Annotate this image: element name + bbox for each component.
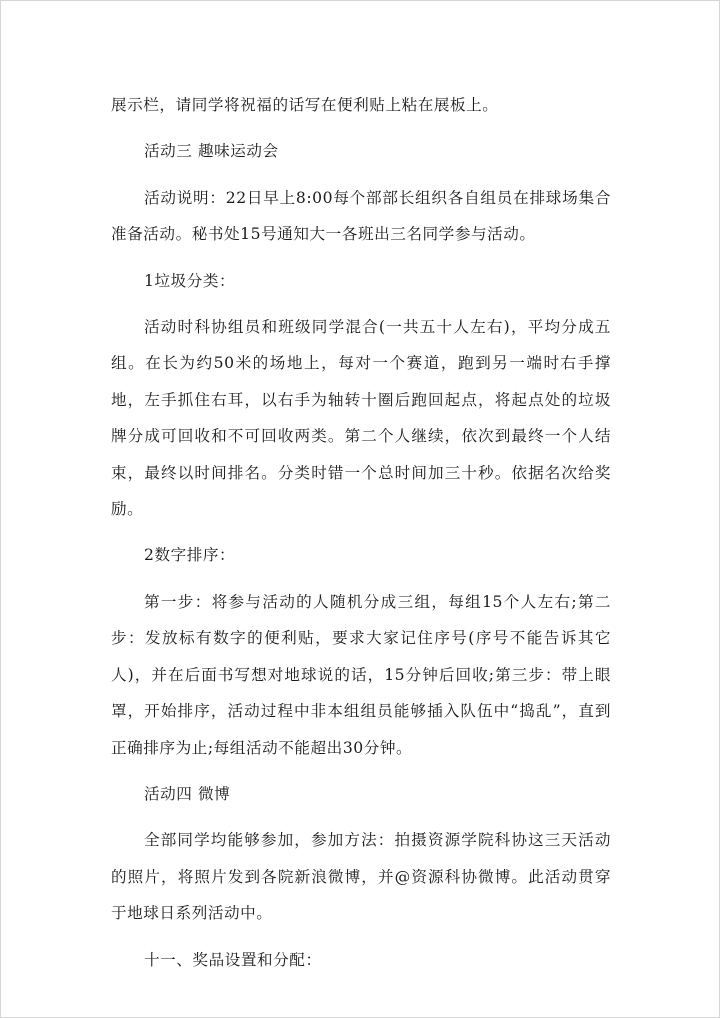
heading-activity-three: 活动三 趣味运动会: [144, 142, 279, 161]
paragraph-number-sorting: 第一步：将参与活动的人随机分成三组，每组15个人左右;第二步：发放标有数字的便利贴，要求大家记住序号(序号不能告诉其它人)，并在后面书写想对地球说的话，15分钟后回收;第三步：带上眼罩，开始排序，活动过程中非本组组员能够插入队伍中“捣乱”，直到正确排序为止;每组活动不能超出30分钟。: [111, 592, 611, 757]
paragraph-weibo: 全部同学均能够参加，参加方法：拍摄资源学院科协这三天活动的照片，将照片发到各院新浪微博，并@资源科协微博。此活动贯穿于地球日系列活动中。: [111, 831, 611, 923]
subheading-number-sorting: 2数字排序：: [144, 546, 236, 565]
document-body: [111, 87, 611, 978]
paragraph-garbage-sorting: 活动时科协组员和班级同学混合(一共五十人左右)，平均分成五组。在长为约50米的场地上，每对一个赛道，跑到另一端时右手撑地，左手抓住右耳，以右手为轴转十圈后跑回起点，将起点处的垃圾牌分成可回收和不可回收两类。第二个人继续，依次到最终一个人结束，最终以时间排名。分类时错一个总时间加三十秒。依据名次给奖励。: [111, 318, 611, 519]
heading-activity-four: 活动四 微博: [144, 784, 231, 803]
paragraph-continuation: 展示栏，请同学将祝福的话写在便利贴上粘在展板上。: [111, 96, 499, 114]
paragraph-activity-three-description: 活动说明：22日早上8:00每个部部长组织各自组员在排球场集合准备活动。秘书处15号通知大一各班出三名同学参与活动。: [111, 188, 611, 244]
subheading-garbage-sorting: 1垃圾分类：: [144, 271, 236, 290]
heading-prizes: 十一、奖品设置和分配：: [144, 950, 322, 969]
